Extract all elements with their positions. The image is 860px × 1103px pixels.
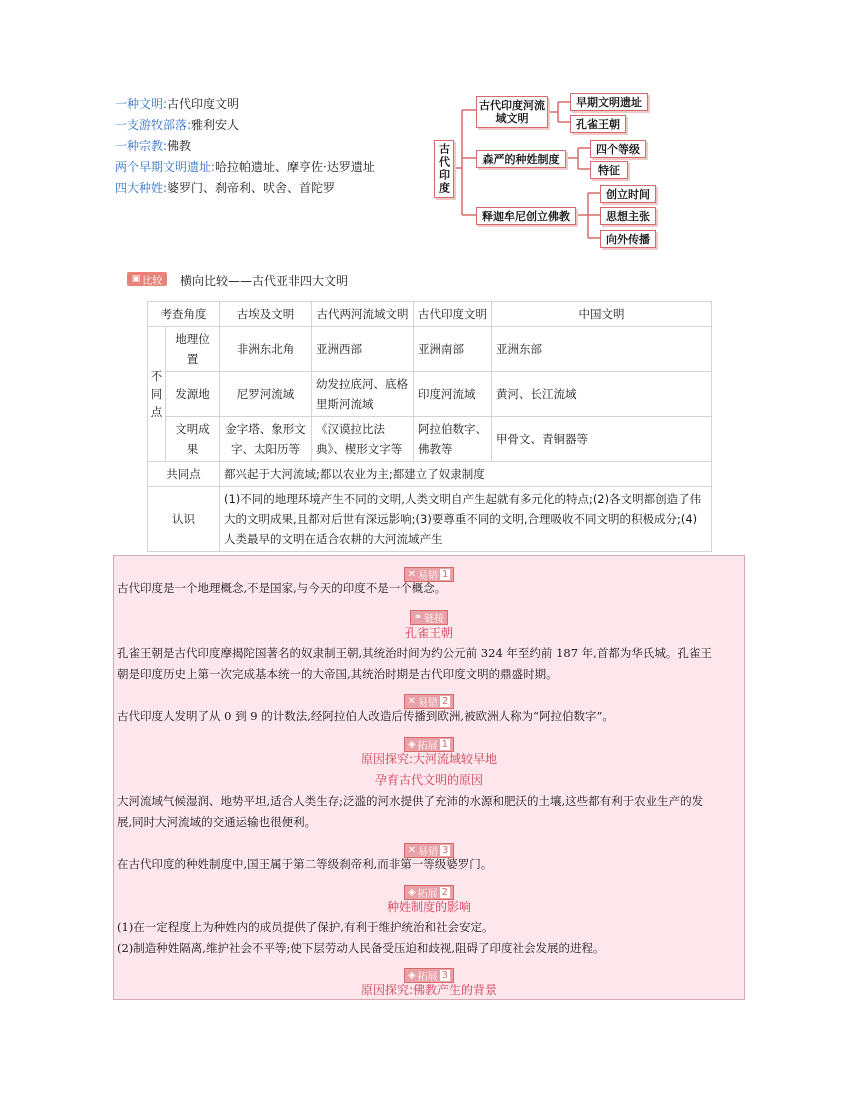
summary-list xyxy=(115,94,375,199)
table-row: 共同点 都兴起于大河流域;都以农业为主;都建立了奴隶制度 xyxy=(148,462,712,487)
mind-map-leaf: 创立时间 xyxy=(600,185,656,203)
extend-title: 原因探究:大河流域较早地 xyxy=(360,752,498,766)
link-icon: ⚭ xyxy=(413,612,423,623)
mind-map-connectors xyxy=(430,90,690,250)
extend-text: 大河流域气候湿润、地势平坦,适合人类生存;泛滥的河水提供了充沛的水源和肥沃的土壤,这些都有利于农业生产的发 xyxy=(117,794,704,808)
cross-icon: ✕ xyxy=(407,569,416,580)
link-tag: ⚭ 链接 xyxy=(114,605,744,625)
cross-icon: ✕ xyxy=(407,845,416,856)
diff-label: 不同点 xyxy=(148,327,166,462)
mind-map-branch: 古代印度河流域文明 xyxy=(476,96,548,128)
table-row: 不同点 地理位置 非洲东北角 亚洲西部 亚洲南部 亚洲东部 xyxy=(148,327,712,372)
mind-map-branch: 森严的种姓制度 xyxy=(476,150,566,168)
table-row: 发源地 尼罗河流域 幼发拉底河、底格里斯河流域 印度河流域 黄河、长江流域 xyxy=(148,372,712,417)
error-text-2: 古代印度人发明了从 0 到 9 的计数法,经阿拉伯人改造后传播到欧洲,被欧洲人称为“阿拉伯数字”。 xyxy=(117,709,614,723)
table-row: 认识 (1)不同的地理环境产生不同的文明,人类文明自产生起就有多元化的特点;(2)各文明都创造了伟大的文明成果,且都对后世有深远影响;(3)要尊重不同的文明,合理吸收不同文明的积极成分;(4)人类最早的文明在适合农耕的大河流域产生 xyxy=(148,487,712,552)
error-text-1: 古代印度是一个地理概念,不是国家,与今天的印度不是一个概念。 xyxy=(117,581,447,595)
mind-map-leaf: 四个等级 xyxy=(590,140,646,158)
extend-text: 展,同时大河流域的交通运输也很便利。 xyxy=(117,815,317,829)
table-header-row: 考查角度 古埃及文明 古代两河流域文明 古代印度文明 中国文明 xyxy=(148,302,712,327)
summary-item: 两个早期文明遗址:哈拉帕遗址、摩亨佐·达罗遗址 xyxy=(115,160,375,174)
comparison-table xyxy=(147,301,712,552)
extend-title: 孕育古代文明的原因 xyxy=(374,773,483,787)
link-title: 孔雀王朝 xyxy=(404,626,453,640)
error-tag-1: ✕ 易错 1 xyxy=(114,562,744,582)
mind-map-leaf: 早期文明遗址 xyxy=(570,93,648,111)
error-tag-2: ✕ 易错 2 xyxy=(114,689,744,709)
extend-title: 种姓制度的影响 xyxy=(386,900,471,914)
notes-panel xyxy=(113,555,745,1000)
extend-icon: ◈ xyxy=(407,887,416,898)
mind-map-branch: 释迦牟尼创立佛教 xyxy=(476,207,576,225)
table-row: 文明成果 金字塔、象形文字、太阳历等 《汉谟拉比法典》、楔形文字等 阿拉伯数字、佛教等 甲骨文、青铜器等 xyxy=(148,417,712,462)
extend-tag-2: ◈ 拓展 2 xyxy=(114,880,744,900)
mind-map-leaf: 向外传播 xyxy=(600,230,656,248)
mind-map-leaf: 孔雀王朝 xyxy=(570,115,626,133)
summary-item: 一种宗教:佛教 xyxy=(115,139,192,153)
extend-text: (1)在一定程度上为种姓内的成员提供了保护,有利于维护统治和社会安定。 xyxy=(117,920,494,934)
extend-title: 原因探究:佛教产生的背景 xyxy=(360,983,498,997)
summary-item: 四大种姓:婆罗门、刹帝利、吠舍、首陀罗 xyxy=(115,181,336,195)
extend-icon: ◈ xyxy=(407,739,416,750)
extend-tag-3: ◈ 拓展 3 xyxy=(114,963,744,983)
cross-icon: ✕ xyxy=(407,696,416,707)
compare-icon: ▣ xyxy=(131,274,141,284)
compare-title: 横向比较——古代亚非四大文明 xyxy=(180,274,349,288)
extend-tag-1: ◈ 拓展 1 xyxy=(114,732,744,752)
extend-text: (2)制造种姓隔离,维护社会不平等;使下层劳动人民备受压迫和歧视,阻碍了印度社会发展的进程。 xyxy=(117,941,605,955)
link-text: 朝是印度历史上第一次完成基本统一的大帝国,其统治时期是古代印度文明的鼎盛时期。 xyxy=(117,667,558,681)
extend-icon: ◈ xyxy=(407,970,416,981)
mind-map-root: 古代印度 xyxy=(434,140,454,198)
summary-item: 一支游牧部落:雅利安人 xyxy=(115,118,240,132)
compare-badge: ▣ 比较 xyxy=(127,272,167,286)
error-text-3: 在古代印度的种姓制度中,国王属于第二等级刹帝利,而非第一等级婆罗门。 xyxy=(117,857,493,871)
summary-item: 一种文明:古代印度文明 xyxy=(115,97,240,111)
mind-map xyxy=(430,90,690,250)
mind-map-leaf: 思想主张 xyxy=(600,207,656,225)
error-tag-3: ✕ 易错 3 xyxy=(114,838,744,858)
link-text: 孔雀王朝是古代印度摩揭陀国著名的奴隶制王朝,其统治时间为约公元前 324 年至约前 187 年,首都为华氏城。孔雀王 xyxy=(117,646,712,660)
mind-map-leaf: 特征 xyxy=(590,161,628,179)
